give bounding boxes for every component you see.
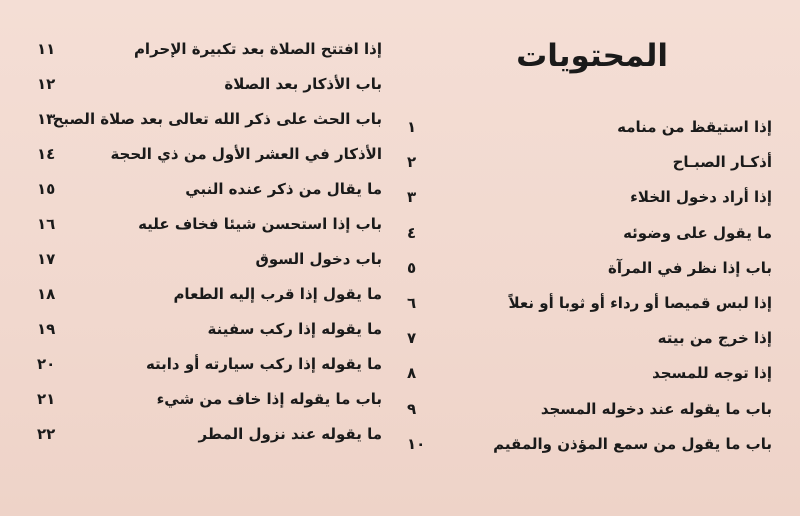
entry-title: باب دخول السوق [255,250,382,268]
list-item [27,283,382,318]
entry-page-number: ٣ [407,188,417,207]
list-item [407,398,772,433]
entry-title: باب الأذكار بعد الصلاة [224,75,382,93]
list-item [407,327,772,362]
entry-page-number: ٢٢ [37,425,56,443]
entry-title: الأذكار في العشر الأول من ذي الحجة [110,145,382,163]
entry-page-number: ١٨ [37,285,56,303]
list-item [27,423,382,458]
entry-title: إذا استيقظ من منامه [617,118,772,136]
entry-title: ما يقول إذا قرب إليه الطعام [173,285,382,303]
entry-title: ما يقوله عند نزول المطر [198,425,382,443]
page-title: المحتويات [516,38,668,74]
entry-page-number: ١٥ [37,180,56,198]
entry-title: ما يقوله إذا ركب سيارته أو دابته [145,355,382,373]
entry-title: ما يقوله إذا ركب سفينة [207,320,382,338]
entry-page-number: ٧ [407,329,417,348]
entry-title: أذكـار الصبـاح [672,153,772,172]
entry-title: باب ما يقول من سمع المؤذن والمقيم [493,434,772,453]
contents-list-right [407,116,772,468]
entry-page-number: ١٧ [37,250,56,268]
list-item [407,116,772,151]
list-item [27,318,382,353]
list-item [27,38,382,73]
entry-title: إذا أراد دخول الخلاء [630,188,772,207]
contents-list-left [27,38,382,458]
entry-page-number: ١ [407,118,417,136]
list-item [27,73,382,108]
entry-page-number: ١٣ [37,110,56,128]
list-item [27,213,382,248]
entry-page-number: ٩ [407,399,417,418]
list-item [407,186,772,221]
entry-title: باب ما يقوله عند دخوله المسجد [540,399,772,418]
list-item [407,292,772,327]
entry-page-number: ١٠ [407,434,426,453]
list-item [407,433,772,468]
entry-page-number: ١١ [37,40,56,58]
entry-title: ما يقول على وضوئه [623,223,772,242]
entry-page-number: ٢٠ [37,355,56,373]
entry-page-number: ٨ [407,364,417,383]
entry-page-number: ١٦ [37,215,56,233]
list-item [27,108,382,143]
entry-title: إذا توجه للمسجد [652,364,772,383]
list-item [27,248,382,283]
entry-page-number: ١٩ [37,320,56,338]
list-item [27,178,382,213]
list-item [407,257,772,292]
list-item [407,362,772,397]
entry-page-number: ١٤ [37,145,56,163]
list-item [27,143,382,178]
entry-title: إذا خرج من بيته [657,329,772,348]
entry-page-number: ٥ [407,258,417,277]
entry-title: ما يقال من ذكر عنده النبي [185,180,382,198]
entry-page-number: ٤ [407,223,417,242]
list-item [407,151,772,186]
entry-title: باب إذا نظر في المرآة [608,258,772,277]
list-item [407,222,772,257]
entry-page-number: ٦ [407,293,417,312]
entry-page-number: ٢١ [37,390,56,408]
list-item [27,353,382,388]
list-item [27,388,382,423]
entry-title: إذا لبس قميصا أو رداء أو ثوبا أو نعلاً [508,293,772,312]
entry-title: باب الحث على ذكر الله تعالى بعد صلاة الصبح [52,110,382,128]
entry-title: إذا افتتح الصلاة بعد تكبيرة الإحرام [133,40,382,58]
entry-title: باب ما يقوله إذا خاف من شيء [156,390,382,408]
entry-page-number: ١٢ [37,75,56,93]
entry-page-number: ٢ [407,153,417,172]
entry-title: باب إذا استحسن شيئا فخاف عليه [138,215,382,233]
